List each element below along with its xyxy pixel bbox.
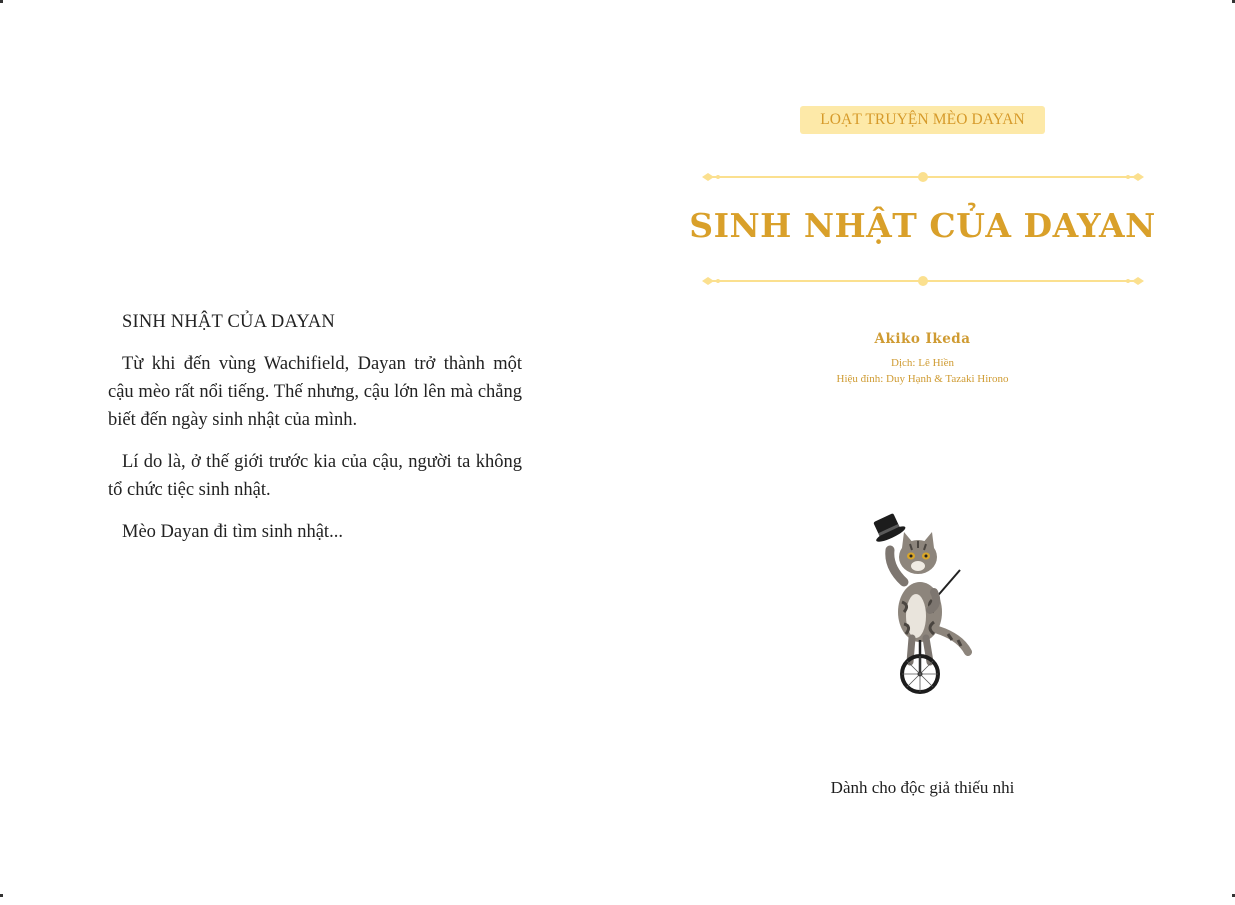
ornament-rule-bottom [702, 274, 1144, 288]
synopsis-paragraph: Mèo Dayan đi tìm sinh nhật... [122, 522, 343, 542]
audience-label: Dành cho độc giả thiếu nhi [830, 778, 1015, 797]
author-name: Akiko Ikeda [874, 331, 971, 347]
synopsis-paragraph: Lí do là, ở thế giới trước kia của cậu, người ta không tổ chức tiệc sinh nhật. [108, 452, 522, 500]
translator-credit: Dịch: Lê Hiền [891, 357, 954, 369]
editor-credit: Hiệu đính: Duy Hạnh & Tazaki Hirono [836, 373, 1009, 385]
synopsis-heading: SINH NHẬT CỦA DAYAN [122, 312, 335, 332]
series-badge: LOẠT TRUYỆN MÈO DAYAN [800, 106, 1045, 134]
synopsis-paragraph: Từ khi đến vùng Wachifield, Dayan trở thành một cậu mèo rất nổi tiếng. Thế nhưng, cậu lớn lên mà chẳng biết đến ngày sinh nhật của mình. [108, 354, 522, 430]
synopsis [108, 308, 522, 560]
right-page [620, 0, 1235, 905]
cat-unicycle-illustration [860, 512, 985, 697]
book-title: SINH NHẬT CỦA DAYAN [689, 206, 1156, 245]
ornament-rule-top [702, 170, 1144, 184]
